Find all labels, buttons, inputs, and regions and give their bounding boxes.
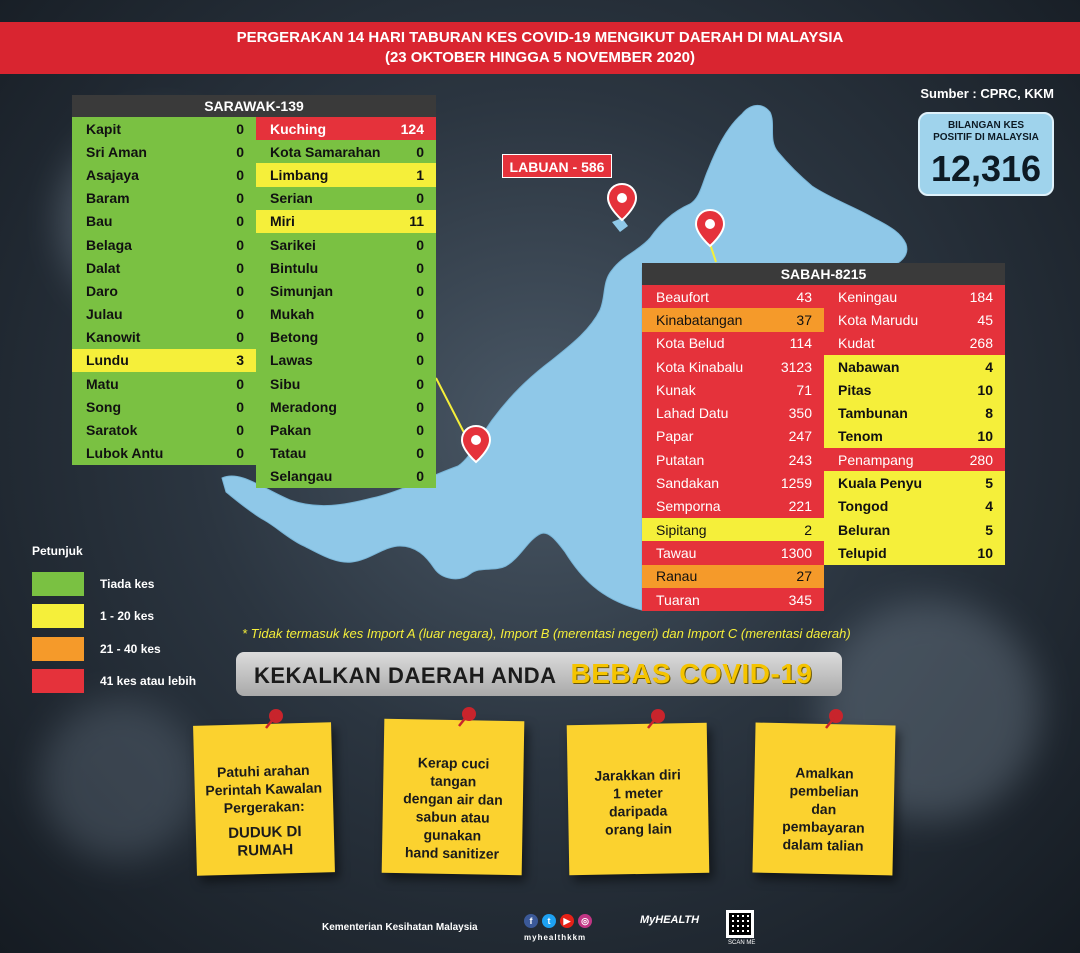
district-cases: 243	[788, 451, 812, 468]
district-cases: 1259	[780, 475, 812, 492]
district-row	[72, 140, 256, 163]
district-row	[642, 448, 824, 471]
district-name: Limbang	[270, 166, 329, 183]
district-name: Sarikei	[270, 236, 316, 253]
district-name: Julau	[86, 306, 123, 323]
district-row	[642, 332, 824, 355]
district-cases: 0	[236, 190, 244, 207]
district-cases: 45	[977, 311, 993, 328]
district-name: Beluran	[838, 521, 891, 538]
sabah-left-column	[642, 285, 824, 611]
district-name: Tongod	[838, 498, 889, 515]
district-row	[72, 256, 256, 279]
district-cases: 0	[416, 306, 424, 323]
pushpin-icon	[822, 708, 844, 730]
district-row	[72, 395, 256, 418]
district-name: Tambunan	[838, 405, 908, 422]
district-name: Simunjan	[270, 282, 334, 299]
district-cases: 0	[236, 213, 244, 230]
district-cases: 27	[796, 568, 812, 585]
district-cases: 280	[969, 451, 993, 468]
district-name: Kapit	[86, 120, 121, 137]
social-icons	[524, 914, 592, 928]
district-name: Sandakan	[656, 475, 720, 492]
district-name: Bintulu	[270, 259, 319, 276]
district-cases: 184	[969, 288, 993, 305]
district-name: Kunak	[656, 381, 696, 398]
district-cases: 3	[236, 352, 244, 369]
legend-label: Tiada kes	[100, 577, 155, 591]
district-cases: 221	[788, 498, 812, 515]
district-cases: 10	[977, 381, 993, 398]
district-name: Matu	[86, 375, 119, 392]
district-cases: 0	[416, 329, 424, 346]
district-name: Tenom	[838, 428, 883, 445]
district-name: Song	[86, 398, 121, 415]
district-name: Miri	[270, 213, 295, 230]
district-row	[824, 518, 1005, 541]
district-row	[72, 233, 256, 256]
district-name: Meradong	[270, 398, 337, 415]
district-name: Belaga	[86, 236, 132, 253]
facebook-icon[interactable]: f	[524, 914, 538, 928]
district-row	[72, 163, 256, 186]
district-name: Pitas	[838, 381, 872, 398]
card-text: Patuhi arahan Perintah Kawalan Pergerakan:	[205, 761, 323, 817]
district-cases: 0	[236, 236, 244, 253]
district-cases: 247	[788, 428, 812, 445]
card-text: Kerap cuci tangan dengan air dan sabun atau gunakan hand sanitizer	[403, 754, 503, 862]
slogan-banner	[236, 652, 842, 696]
district-cases: 1300	[780, 544, 812, 561]
district-name: Asajaya	[86, 166, 139, 183]
banner-highlight: BEBAS COVID-19	[570, 658, 813, 689]
legend-label: 21 - 40 kes	[100, 642, 161, 656]
district-name: Sibu	[270, 375, 301, 392]
district-cases: 0	[236, 120, 244, 137]
total-label-1: BILANGAN KES	[947, 120, 1025, 131]
district-cases: 10	[977, 544, 993, 561]
district-name: Lahad Datu	[656, 405, 729, 422]
district-row	[642, 541, 824, 564]
district-row	[824, 541, 1005, 564]
district-cases: 1	[416, 166, 424, 183]
sarawak-right-column	[256, 117, 436, 488]
district-cases: 71	[796, 381, 812, 398]
district-name: Keningau	[838, 288, 898, 305]
district-cases: 0	[236, 445, 244, 462]
district-cases: 8	[985, 405, 993, 422]
card-text: Jarakkan diri 1 meter daripada orang lain	[594, 766, 681, 838]
district-row	[824, 401, 1005, 424]
qr-code[interactable]	[726, 910, 754, 938]
district-cases: 0	[416, 352, 424, 369]
district-row	[72, 326, 256, 349]
district-cases: 124	[400, 120, 424, 137]
import-note: * Tidak termasuk kes Import A (luar negara), Import B (merentasi negeri) dan Import C (merentasi daerah)	[242, 626, 851, 641]
district-name: Kuala Penyu	[838, 475, 923, 492]
district-row	[824, 448, 1005, 471]
district-name: Kanowit	[86, 329, 141, 346]
district-cases: 4	[985, 498, 993, 515]
location-pin-icon	[608, 184, 636, 220]
district-name: Dalat	[86, 259, 121, 276]
district-cases: 37	[796, 311, 812, 328]
district-row	[642, 495, 824, 518]
district-cases: 0	[236, 282, 244, 299]
district-row	[256, 117, 436, 140]
district-row	[824, 425, 1005, 448]
sabah-right-column	[824, 285, 1005, 565]
district-row	[642, 565, 824, 588]
district-row	[642, 308, 824, 331]
sarawak-title: SARAWAK-139	[72, 95, 436, 117]
district-row	[256, 418, 436, 441]
district-row	[642, 285, 824, 308]
district-row	[642, 518, 824, 541]
district-cases: 5	[985, 475, 993, 492]
district-row	[72, 442, 256, 465]
legend-swatch	[32, 572, 84, 596]
district-name: Selangau	[270, 468, 333, 485]
district-cases: 0	[416, 445, 424, 462]
district-name: Sri Aman	[86, 143, 147, 160]
district-name: Telupid	[838, 544, 887, 561]
district-cases: 43	[796, 288, 812, 305]
legend-title: Petunjuk	[32, 544, 83, 558]
district-row	[256, 140, 436, 163]
district-row	[824, 495, 1005, 518]
district-name: Serian	[270, 190, 313, 207]
district-row	[256, 163, 436, 186]
district-cases: 0	[236, 143, 244, 160]
district-cases: 0	[416, 398, 424, 415]
district-row	[256, 395, 436, 418]
district-row	[824, 285, 1005, 308]
district-row	[824, 471, 1005, 494]
district-name: Tuaran	[656, 591, 700, 608]
district-cases: 4	[985, 358, 993, 375]
district-cases: 0	[236, 422, 244, 439]
myhealth-logo: MyHEALTH	[640, 914, 700, 926]
district-row	[824, 332, 1005, 355]
district-cases: 0	[236, 166, 244, 183]
district-name: Nabawan	[838, 358, 900, 375]
district-name: Mukah	[270, 306, 315, 323]
district-name: Papar	[656, 428, 694, 445]
district-row	[256, 372, 436, 395]
district-cases: 0	[416, 190, 424, 207]
twitter-icon[interactable]: t	[542, 914, 556, 928]
district-row	[256, 187, 436, 210]
advice-card-online-payment	[752, 723, 895, 876]
ministry-name: Kementerian Kesihatan Malaysia	[322, 922, 478, 933]
district-row	[824, 308, 1005, 331]
district-cases: 268	[969, 335, 993, 352]
labuan-label: LABUAN - 586	[502, 154, 612, 178]
district-row	[256, 442, 436, 465]
district-cases: 114	[789, 335, 812, 352]
district-name: Lundu	[86, 352, 129, 369]
banner-text: KEKALKAN DAERAH ANDA	[254, 663, 557, 688]
district-cases: 3123	[780, 358, 812, 375]
district-cases: 0	[236, 259, 244, 276]
district-name: Daro	[86, 282, 118, 299]
district-cases: 0	[416, 282, 424, 299]
legend-swatch	[32, 604, 84, 628]
district-cases: 0	[416, 468, 424, 485]
district-name: Kota Kinabalu	[656, 358, 744, 375]
district-row	[642, 471, 824, 494]
district-row	[642, 355, 824, 378]
district-cases: 10	[977, 428, 993, 445]
district-row	[72, 372, 256, 395]
district-row	[256, 233, 436, 256]
sarawak-left-column	[72, 117, 256, 465]
district-name: Kota Marudu	[838, 311, 919, 328]
district-row	[72, 418, 256, 441]
district-cases: 0	[236, 329, 244, 346]
district-row	[256, 349, 436, 372]
advice-card-distancing	[567, 723, 710, 875]
district-cases: 345	[788, 591, 812, 608]
district-name: Bau	[86, 213, 113, 230]
district-row	[72, 210, 256, 233]
district-name: Tawau	[656, 544, 697, 561]
pushpin-icon	[262, 708, 284, 730]
district-row	[824, 378, 1005, 401]
district-row	[256, 326, 436, 349]
district-cases: 0	[416, 143, 424, 160]
district-row	[72, 349, 256, 372]
advice-card-wash-hands	[382, 719, 525, 875]
district-row	[256, 303, 436, 326]
district-name: Kuching	[270, 120, 326, 137]
district-row	[256, 465, 436, 488]
district-row	[256, 279, 436, 302]
district-name: Kinabatangan	[656, 311, 743, 328]
district-row	[642, 425, 824, 448]
sabah-title: SABAH-8215	[642, 263, 1005, 285]
district-row	[642, 401, 824, 424]
district-cases: 0	[416, 259, 424, 276]
district-cases: 0	[236, 306, 244, 323]
district-name: Kota Samarahan	[270, 143, 381, 160]
district-cases: 0	[416, 375, 424, 392]
district-name: Putatan	[656, 451, 705, 468]
district-name: Baram	[86, 190, 130, 207]
legend-label: 1 - 20 kes	[100, 609, 155, 623]
district-name: Saratok	[86, 422, 138, 439]
district-name: Ranau	[656, 568, 698, 585]
district-cases: 2	[804, 521, 812, 538]
pushpin-icon	[455, 706, 477, 728]
card-emphasis: DUDUK DI RUMAH	[227, 823, 302, 860]
district-row	[72, 117, 256, 140]
scan-me-label: SCAN ME	[728, 940, 756, 946]
district-row	[824, 355, 1005, 378]
district-row	[256, 256, 436, 279]
district-name: Betong	[270, 329, 319, 346]
district-row	[72, 279, 256, 302]
legend-label: 41 kes atau lebih	[100, 674, 197, 688]
source-note: Sumber : CPRC, KKM	[920, 86, 1054, 101]
district-name: Beaufort	[656, 288, 709, 305]
district-row	[72, 303, 256, 326]
district-cases: 0	[236, 375, 244, 392]
district-name: Tatau	[270, 445, 307, 462]
district-name: Semporna	[656, 498, 721, 515]
district-name: Lubok Antu	[86, 445, 164, 462]
district-cases: 0	[416, 236, 424, 253]
title-line-1: PERGERAKAN 14 HARI TABURAN KES COVID-19 MENGIKUT DAERAH DI MALAYSIA	[236, 29, 844, 46]
district-name: Kota Belud	[656, 335, 725, 352]
district-name: Penampang	[838, 451, 914, 468]
legend-swatch	[32, 669, 84, 693]
district-row	[642, 378, 824, 401]
district-name: Sipitang	[656, 521, 707, 538]
district-name: Kudat	[838, 335, 875, 352]
district-cases: 350	[788, 405, 812, 422]
district-cases: 5	[985, 521, 993, 538]
total-label-2: POSITIF DI MALAYSIA	[933, 132, 1039, 143]
district-row	[256, 210, 436, 233]
district-row	[642, 588, 824, 611]
district-row	[72, 187, 256, 210]
instagram-icon[interactable]: ◎	[578, 914, 592, 928]
advice-card-stay-home	[193, 722, 335, 876]
district-cases: 0	[416, 422, 424, 439]
district-name: Pakan	[270, 422, 312, 439]
labuan-island	[612, 218, 628, 232]
social-handle: myhealthkkm	[524, 933, 587, 942]
legend-swatch	[32, 637, 84, 661]
district-cases: 0	[236, 398, 244, 415]
total-value: 12,316	[930, 148, 1042, 189]
district-name: Lawas	[270, 352, 313, 369]
pushpin-icon	[644, 708, 666, 730]
title-line-2: (23 OKTOBER HINGGA 5 NOVEMBER 2020)	[384, 49, 696, 66]
card-text: Amalkan pembelian dan pembayaran dalam talian	[782, 764, 865, 854]
district-cases: 11	[409, 213, 424, 230]
youtube-icon[interactable]: ▶	[560, 914, 574, 928]
